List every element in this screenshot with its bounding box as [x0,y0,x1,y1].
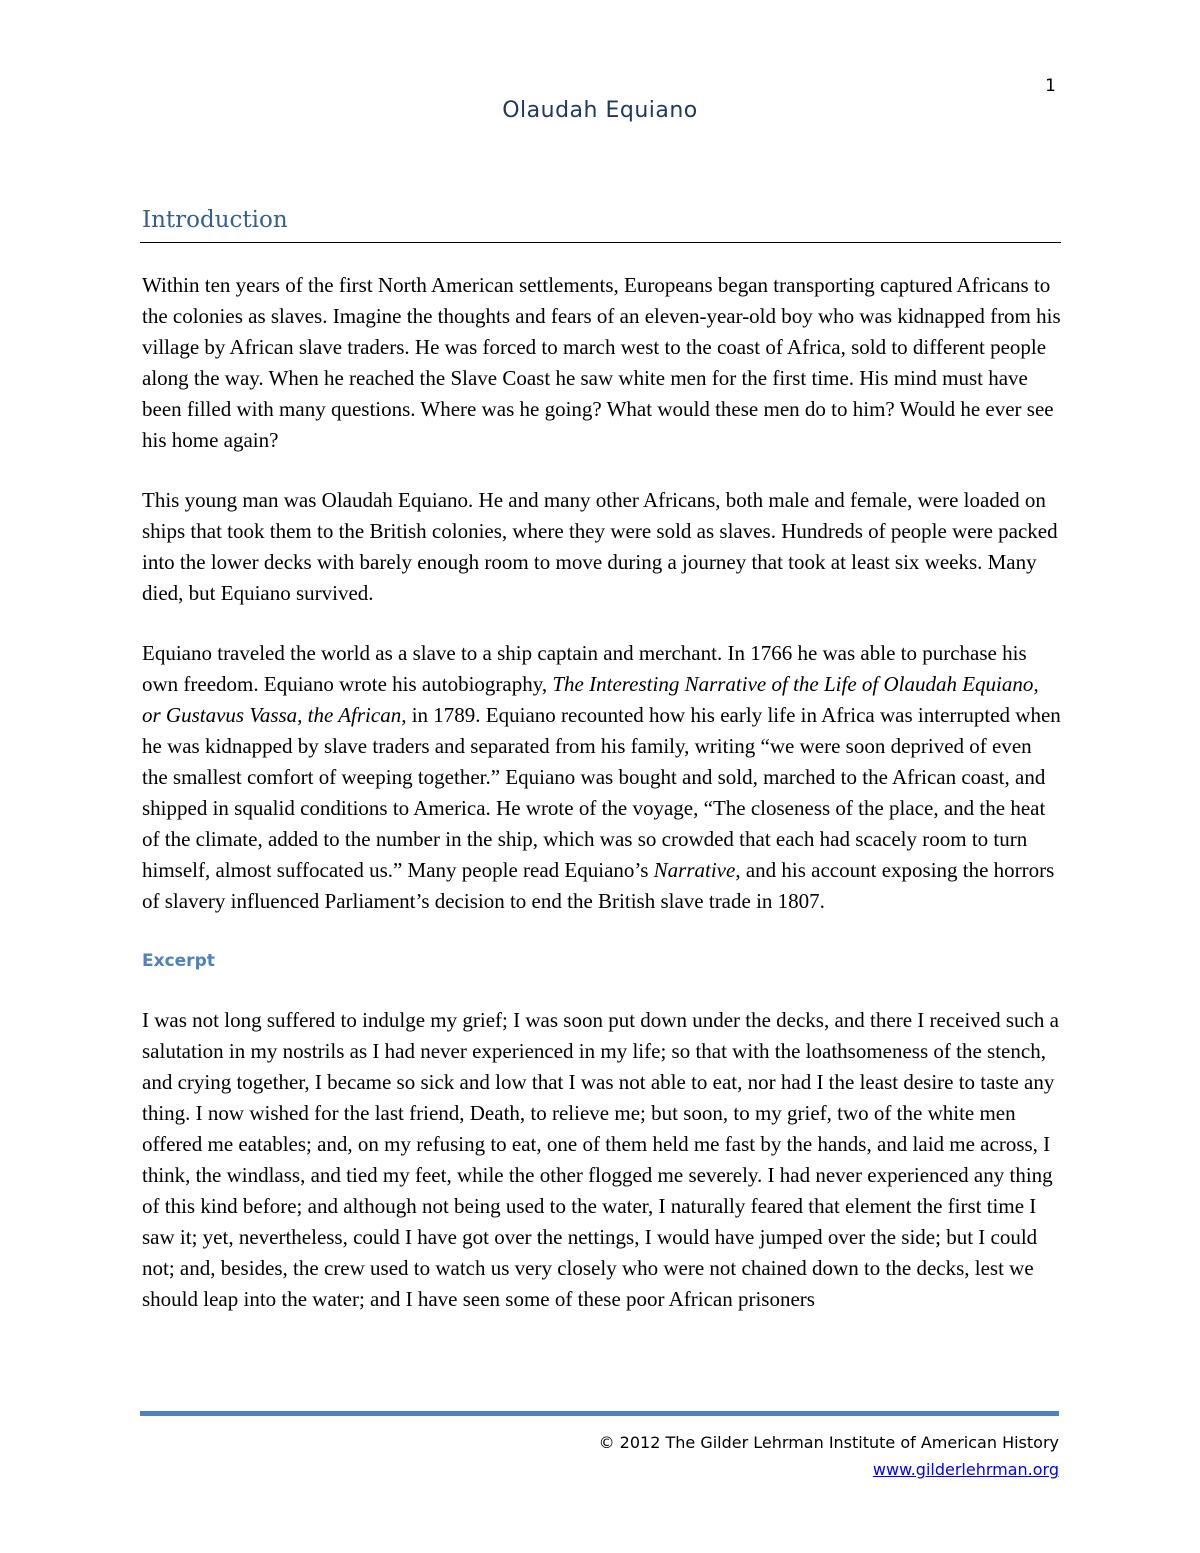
footer-website-link[interactable]: www.gilderlehrman.org [872,1460,1059,1479]
excerpt-paragraph: I was not long suffered to indulge my grief; I was soon put down under the decks, and there I received such a salutation in my nostrils as I had never experienced in my life; so that with the loathsomeness of the stench, and crying together, I became so sick and low that I was not able to eat, nor had I the least desire to taste any thing. I now wished for the last friend, Death, to relieve me; but soon, to my grief, two of the white men offered me eatables; and, on my refusing to eat, one of them held me fast by the hands, and laid me across, I think, the windlass, and tied my feet, while the other flogged me severely. I had never experienced any thing of this kind before; and although not being used to the water, I naturally feared that element the first time I saw it; yet, nevertheless, could I have got over the nettings, I would have jumped over the side; but I could not; and, besides, the crew used to watch us very closely who were not chained down to the decks, lest we should leap into the water; and I have seen some of these poor African prisoners [142,1008,1059,1311]
intro-paragraph-3-part-b: in 1789. Equiano recounted how his early life in Africa was interrupted when he was kidnapped by slave traders and separated from his family, writing “we were soon deprived of even the smallest comfort of weeping together.” Equiano was bought and sold, marched to the African coast, and shipped in squalid conditions to America. He wrote of the voyage, “The closeness of the place, and the heat of the climate, added to the number in the ship, which was so crowded that each had scacely room to turn himself, almost suffocated us.” Many people read Equiano’s [142,703,1061,882]
intro-paragraph-1: Within ten years of the first North American settlements, Europeans began transporting captured Africans to the colonies as slaves. Imagine the thoughts and fears of an eleven-year-old boy who was kidnapped from his village by African slave traders. He was forced to march west to the coast of Africa, sold to different people along the way. When he reached the Slave Coast he saw white men for the first time. His mind must have been filled with many questions. Where was he going? What would these men do to him? Would he ever see his home again? [142,273,1061,452]
footer-copyright: © 2012 The Gilder Lehrman Institute of American History [598,1433,1059,1452]
narrative-title: Narrative [653,858,736,882]
page-number: 1 [1045,76,1056,96]
introduction-heading: Introduction [142,207,288,233]
footer-divider [140,1411,1059,1416]
document-title: Olaudah Equiano [502,98,698,123]
intro-paragraph-2: This young man was Olaudah Equiano. He and many other Africans, both male and female, were loaded on ships that took them to the British colonies, where they were sold as slaves. Hundreds of people were packed into the lower decks with barely enough room to move during a journey that took at least six weeks. Many died, but Equiano survived. [142,488,1058,605]
intro-paragraph-3-part-c: , and his account exposing the horrors of slavery influenced Parliament’s decision to end the British slave trade in 1807. [142,858,1055,913]
intro-paragraph-3-part-a: Equiano traveled the world as a slave to a ship captain and merchant. In 1766 he was able to purchase his own freedom. Equiano wrote his autobiography, [142,641,1027,696]
excerpt-heading: Excerpt [142,951,215,971]
document-body [142,270,1062,1344]
heading-divider [140,242,1061,243]
book-title: The Interesting Narrative of the Life of Olaudah Equiano, or Gustavus Vassa, the African, [142,672,1039,727]
intro-paragraph-3 [142,638,1062,917]
